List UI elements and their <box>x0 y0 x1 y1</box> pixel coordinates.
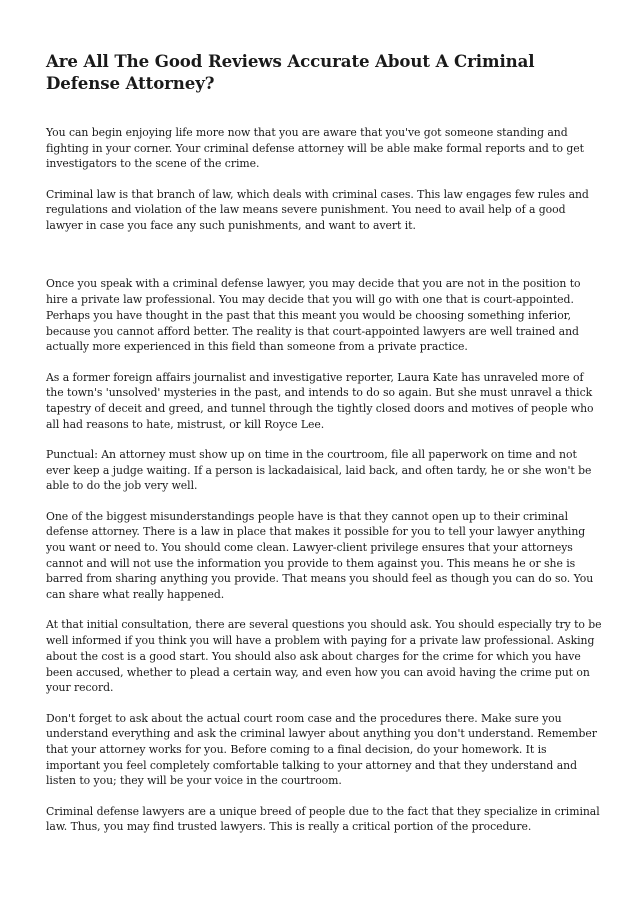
document-title: Are All The Good Reviews Accurate About A Criminal Defense Attorney? <box>46 51 535 93</box>
blank-spacer <box>46 248 602 276</box>
document-page <box>46 50 602 850</box>
paragraph: As a former foreign affairs journalist and investigative reporter, Laura Kate has unraveled more of the town's 'unsolved' mysteries in the past, and intends to do so again. But she must unravel a thick tapestry of deceit and greed, and tunnel through the tightly closed doors and motives of people who all had reasons to hate, mistrust, or kill Royce Lee. <box>46 370 594 431</box>
paragraph: Criminal defense lawyers are a unique breed of people due to the fact that they specialize in criminal law. Thus, you may find trusted lawyers. This is really a critical portion of the procedure. <box>46 804 600 834</box>
paragraph: Don't forget to ask about the actual court room case and the procedures there. Make sure you understand everything and ask the criminal lawyer about anything you don't understand. Remember that your attorney works for you. Before coming to a final decision, do your homework. It is important you feel completely comfortable talking to your attorney and that they understand and listen to you; they will be your voice in the courtroom. <box>46 711 597 788</box>
paragraph: Criminal law is that branch of law, which deals with criminal cases. This law engages few rules and regulations and violation of the law means severe punishment. You need to avail help of a good lawyer in case you face any such punishments, and want to avert it. <box>46 187 589 233</box>
paragraph: Once you speak with a criminal defense lawyer, you may decide that you are not in the position to hire a private law professional. You may decide that you will go with one that is court-appointed. Perhaps you have thought in the past that this meant you would be choosing something inferior, because you cannot afford better. The reality is that court-appointed lawyers are well trained and actually more experienced in this field than someone from a private practice. <box>46 277 581 354</box>
paragraph: You can begin enjoying life more now that you are aware that you've got someone standing and fighting in your corner. Your criminal defense attorney will be able make formal reports and to get investigators to the scene of the crime. <box>46 126 584 171</box>
paragraph: Punctual: An attorney must show up on time in the courtroom, file all paperwork on time and not ever keep a judge waiting. If a person is lackadaisical, laid back, and often tardy, he or she won't be able to do the job very well. <box>46 447 592 493</box>
paragraph: One of the biggest misunderstandings people have is that they cannot open up to their criminal defense attorney. There is a law in place that makes it possible for you to tell your lawyer anything you want or need to. You should come clean. Lawyer-client privilege ensures that your attorneys cannot and will not use the information you provide to them against you. This means he or she is barred from sharing anything you provide. That means you should feel as though you can do so. You can share what really happened. <box>46 509 594 602</box>
paragraph: At that initial consultation, there are several questions you should ask. You should especially try to be well informed if you think you will have a problem with paying for a private law professional. Asking about the cost is a good start. You should also ask about charges for the crime for which you have been accused, whether to plead a certain way, and even how you can avoid having the crime put on your record. <box>46 618 602 695</box>
